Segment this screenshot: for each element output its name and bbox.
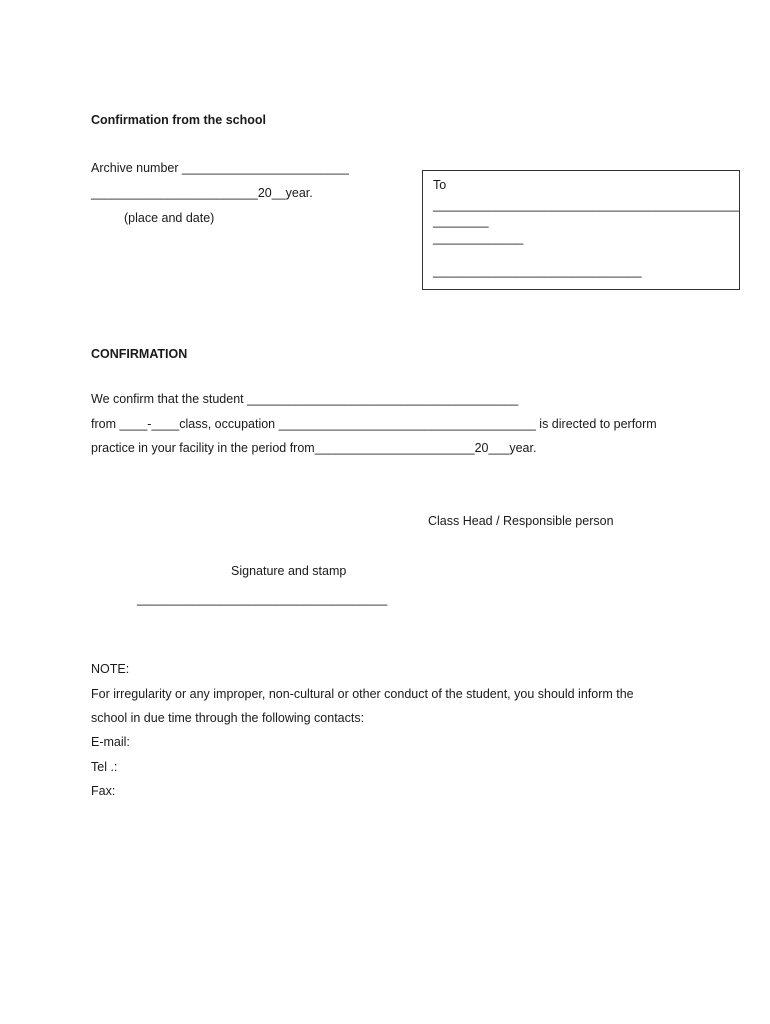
place-date-field: ________________________20__year.	[91, 186, 313, 200]
recipient-line-3: _____________	[433, 231, 524, 245]
body-line-2: from ____-____class, occupation _____________________________________ is directed to perform	[91, 417, 657, 431]
place-date-label: (place and date)	[124, 211, 215, 225]
recipient-line-4: ______________________________	[433, 264, 642, 278]
recipient-line-2: ________	[433, 214, 489, 228]
class-head-label: Class Head / Responsible person	[428, 514, 614, 528]
recipient-line-1: ____________________________________________	[433, 198, 739, 212]
signature-label: Signature and stamp	[231, 564, 347, 578]
document-heading: Confirmation from the school	[91, 113, 266, 127]
recipient-to-label: To	[433, 178, 447, 192]
email-label: E-mail:	[91, 735, 130, 749]
signature-line: ____________________________________	[137, 592, 388, 606]
archive-number-field: Archive number ________________________	[91, 161, 349, 175]
recipient-box	[422, 170, 740, 290]
body-line-3: practice in your facility in the period from_______________________20___year.	[91, 441, 537, 455]
fax-label: Fax:	[91, 784, 116, 798]
tel-label: Tel .:	[91, 760, 118, 774]
confirmation-title: CONFIRMATION	[91, 347, 188, 361]
body-line-1: We confirm that the student _______________________________________	[91, 392, 519, 406]
note-title: NOTE:	[91, 662, 130, 676]
note-line-1: For irregularity or any improper, non-cultural or other conduct of the student, you should inform the	[91, 687, 634, 701]
note-line-2: school in due time through the following contacts:	[91, 711, 365, 725]
